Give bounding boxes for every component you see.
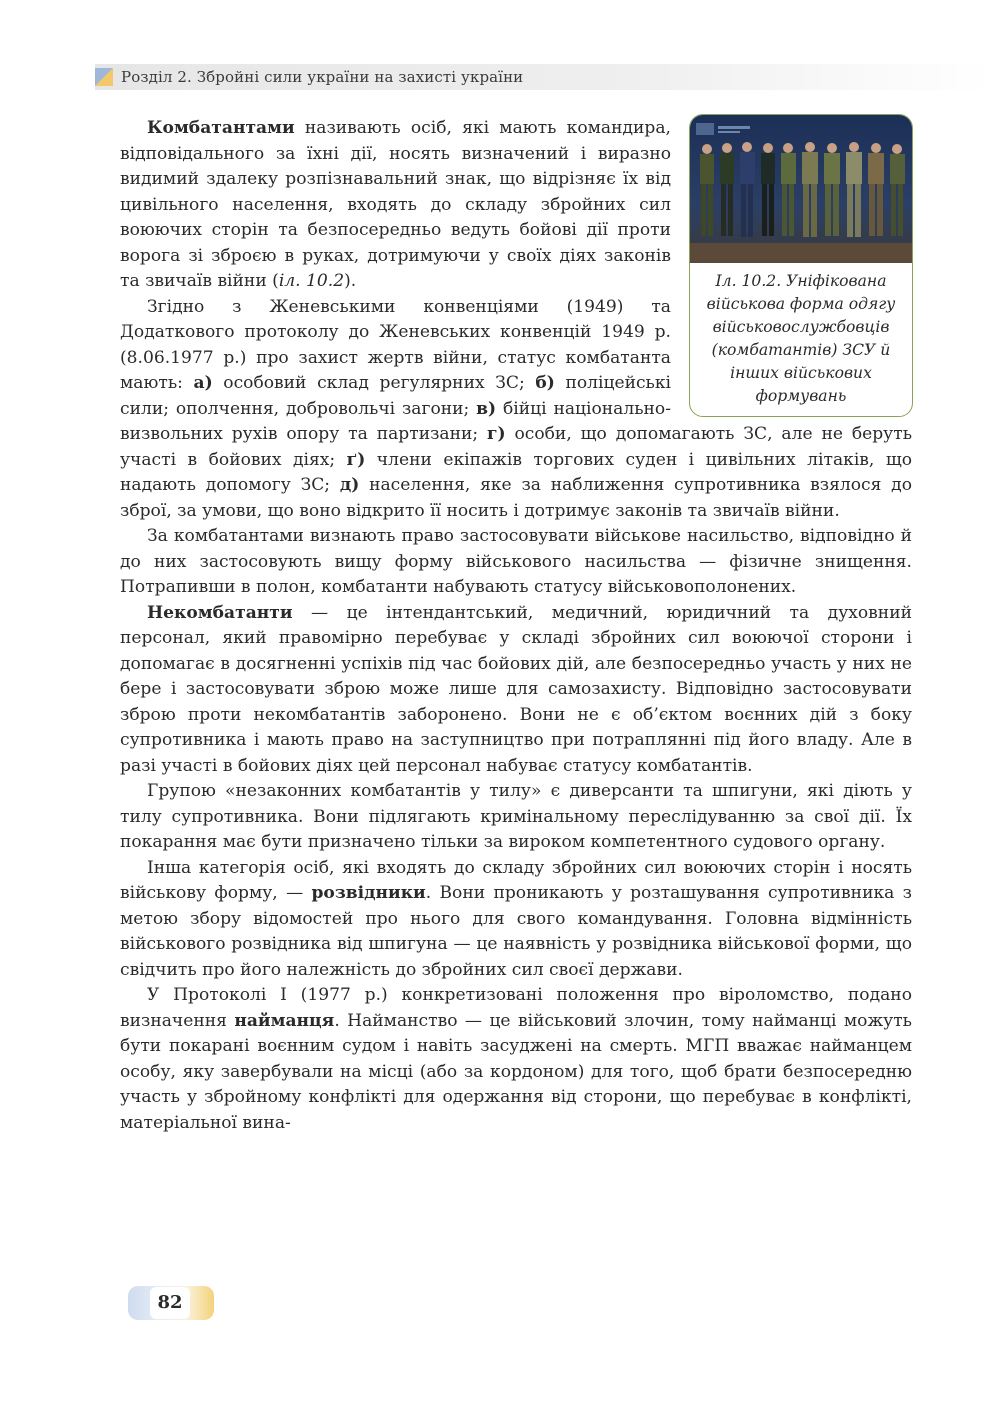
paragraph bbox=[120, 601, 912, 780]
text-segment: За комбатантами визнають право застосовувати військове насильство, відповідно й до них застосовують вищу форму військового насильства — фізичне знищення. Потрапивши в полон, комбатанти набувають статусу військовополонених. bbox=[120, 526, 912, 597]
bold-term: ґ) bbox=[346, 449, 366, 470]
paragraph bbox=[120, 524, 912, 601]
bold-term: Некомбатанти bbox=[147, 602, 293, 623]
bold-term: а) bbox=[193, 373, 213, 393]
chapter-header bbox=[95, 64, 992, 90]
text-segment: Групою «незаконних комбатантів у тилу» є диверсанти та шпигуни, які діють у тилу супротивника. Вони підлягають кримінальному переслідуванню за свої дії. Їх покарання має бути призначено тільки за вироком компетентного судового органу. bbox=[120, 781, 912, 852]
text-segment: поліцейські сили; ополчення, добровольчі загони; bbox=[120, 373, 671, 419]
text-segment: називають осіб, які мають командира, відповідального за їхні дії, носять визначений і виразно видимий здалеку розпізнавальний знак, що відрізняє їх від цивільного населення, входять до складу збройних сил воюючих сторін та безпосередньо ведуть бойові дії проти ворога зі зброєю в руках, дотримуючи у своїх діях законів та звичаїв війни ( bbox=[120, 118, 671, 291]
page-number: 82 bbox=[150, 1287, 190, 1319]
text-segment: Інша категорія осіб, які входять до складу збройних сил воюючих сторін і носять військову форму, — bbox=[120, 857, 912, 903]
bold-term: найманця bbox=[234, 1010, 335, 1031]
chapter-title: Розділ 2. Збройні сили україни на захисті україни bbox=[121, 68, 524, 86]
text-segment: ). bbox=[344, 271, 357, 291]
figure-10-2 bbox=[689, 114, 913, 417]
text-segment: . Найманство — це військовий злочин, тому найманці можуть бути покарані воєнним судом і навіть засуджені на смерть. МГП вважає найманцем особу, яку завербували на місці (або за кордоном) для того, щоб брати безпосередню участь у збройному конфлікті для одержання від сторони, що перебуває в конфлікті, матеріальної вина- bbox=[120, 1010, 912, 1133]
figure-caption: Іл. 10.2. Уніфікована військова форма одягу військовослужбовців (комбатантів) ЗСУ й інших військових формувань bbox=[706, 272, 896, 405]
text-segment: — це інтендантський, медичний, юридичний та духовний персонал, який правомірно перебуває у складі збройних сил воюючої сторони і допомагає в досягненні успіхів під час бойових дій, але безпосередньо участь у них не бере і застосовувати зброю може лише для самозахисту. Відповідно застосовувати зброю проти некомбатантів заборонено. Вони не є об’єктом воєнних дій з боку супротивника і мають право на заступництво при потраплянні під його владу. Але в разі участі в бойових діях цей персонал набуває статусу комбатантів. bbox=[120, 602, 912, 776]
bold-term: Комбатантами bbox=[147, 118, 295, 138]
text-segment: члени екіпажів торгових суден і цивільних літаків, що надають допомогу ЗС; bbox=[120, 449, 912, 495]
figure-reference: іл. 10.2 bbox=[278, 271, 345, 291]
text-segment: бійці національно-визвольних рухів опору та партизани; bbox=[120, 398, 671, 444]
text-segment: У Протоколі І (1977 р.) конкретизовані положення про віроломство, подано визначення bbox=[120, 985, 912, 1031]
main-text bbox=[120, 116, 912, 1136]
paragraph bbox=[120, 779, 912, 856]
paragraph bbox=[120, 856, 912, 984]
text-segment: особовий склад регулярних ЗС; bbox=[212, 373, 536, 393]
uniforms-photo bbox=[690, 115, 912, 263]
paragraph bbox=[120, 983, 912, 1136]
text-segment: . Вони проникають у розташування супротивника з метою збору відомостей про нього для свого командування. Головна відмінність військового розвідника від шпигуна — це наявність у розвідника військової форми, що свідчить про його належність до збройних сил своєї держави. bbox=[120, 883, 912, 980]
text-segment: Згідно з Женевськими конвенціями (1949) та Додаткового протоколу до Женевських конвенцій 1949 р. (8.06.1977 р.) про захист жертв війни, статус комбатанта мають: bbox=[120, 296, 671, 393]
bold-term: б) bbox=[535, 373, 555, 393]
bold-term: в) bbox=[476, 398, 497, 419]
bold-term: розвідники bbox=[311, 883, 426, 903]
bold-term: г) bbox=[487, 424, 506, 444]
header-corner-mark bbox=[95, 68, 113, 86]
text-segment: населення, яке за наближення супротивника взялося до зброї, за умови, що воно відкрито її носить і дотримує законів та звичаїв війни. bbox=[120, 475, 912, 521]
bold-term: д) bbox=[339, 475, 360, 495]
text-segment: особи, що допомагають ЗС, але не беруть участі в бойових діях; bbox=[120, 424, 912, 470]
